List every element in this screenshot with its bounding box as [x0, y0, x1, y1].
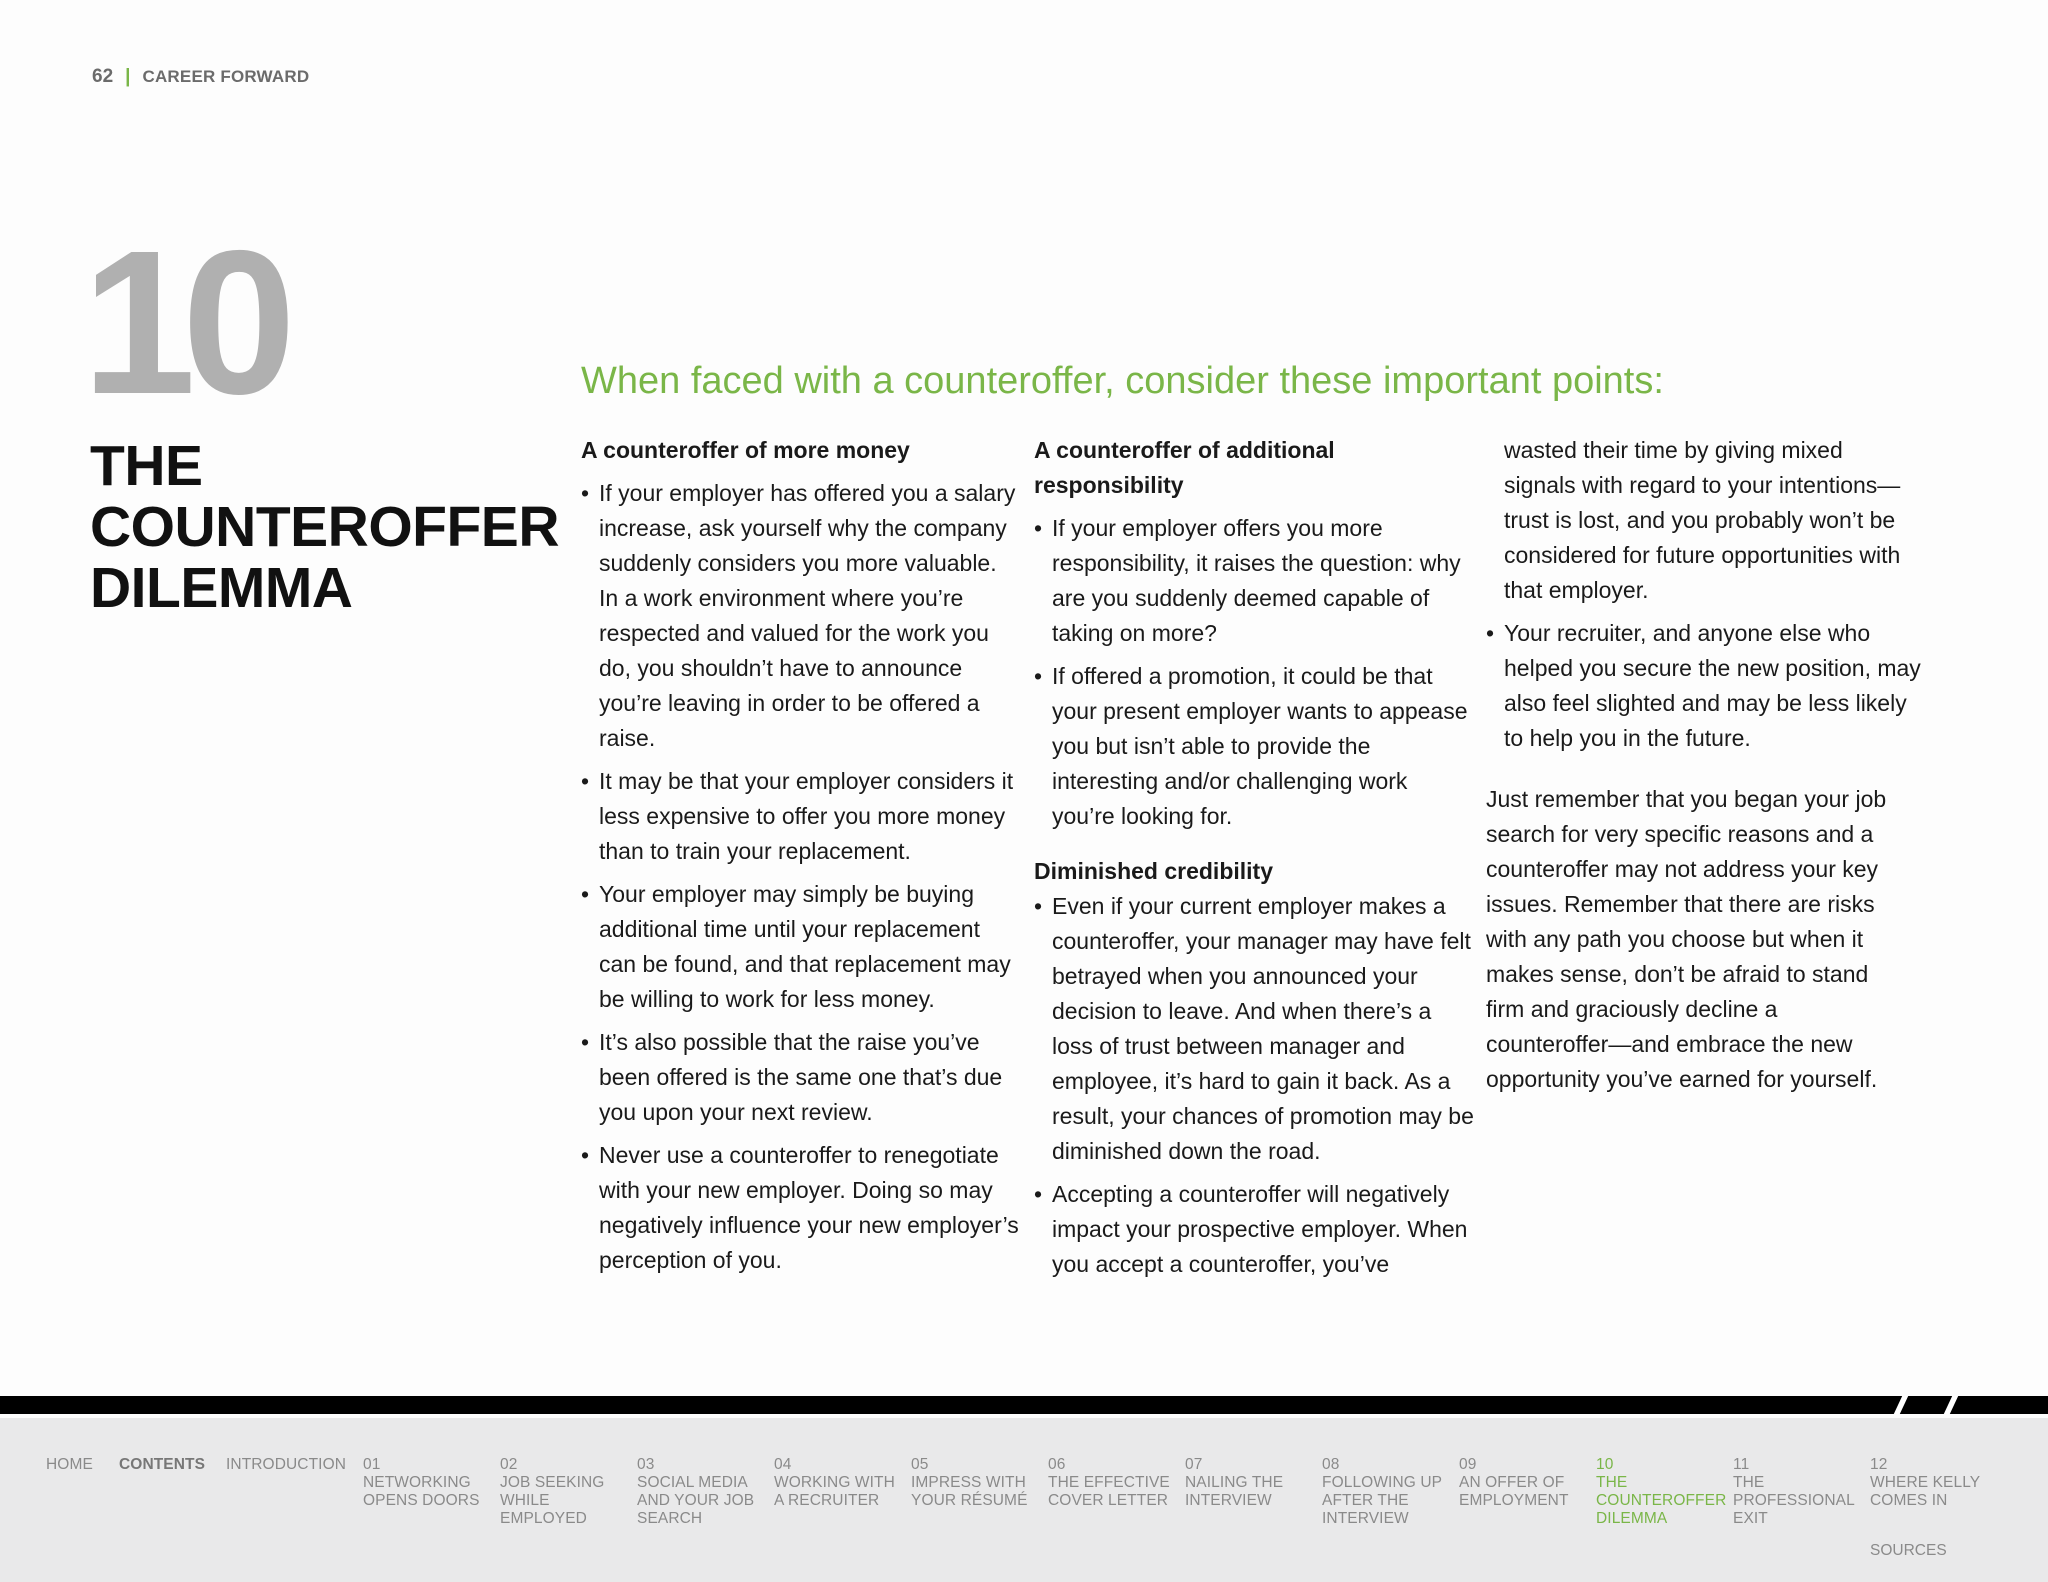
list-item: • It may be that your employer considers it less expensive to offer you more money than to train your replacement.	[581, 764, 1021, 869]
nav-chapter-number: 08	[1322, 1456, 1340, 1473]
list-item: • If your employer has offered you a salary increase, ask yourself why the company suddenly considers you more valuable. In a work environment where you’re respected and valued for the work you do, you shouldn’t have to announce you’re leaving in order to be offered a raise.	[581, 476, 1021, 756]
nav-home[interactable]: HOME	[46, 1456, 93, 1473]
nav-chapter-12[interactable]	[1870, 1456, 1980, 1510]
header-separator: |	[125, 66, 131, 87]
nav-chapter-07[interactable]	[1185, 1456, 1295, 1510]
intro-heading: When faced with a counteroffer, consider these important points:	[581, 360, 1664, 402]
section-heading-credibility: Diminished credibility	[1034, 858, 1273, 884]
page-header	[92, 66, 309, 88]
nav-chapter-number: 11	[1733, 1456, 1750, 1473]
chapter-title-line: THE	[90, 434, 203, 498]
nav-chapter-label: THE EFFECTIVE COVER LETTER	[1048, 1474, 1170, 1509]
nav-chapter-02[interactable]	[500, 1456, 632, 1528]
bullet-list	[581, 476, 1021, 1278]
nav-chapter-label: NAILING THE INTERVIEW	[1185, 1474, 1284, 1509]
nav-chapter-label: NETWORKING OPENS DOORS	[363, 1474, 480, 1509]
footer-divider	[0, 1396, 2048, 1414]
nav-chapter-number: 04	[774, 1456, 792, 1473]
chapter-title-line: COUNTEROFFER	[90, 495, 559, 559]
book-title: CAREER FORWARD	[142, 67, 310, 86]
nav-chapter-number: 03	[637, 1456, 655, 1473]
nav-chapter-number: 09	[1459, 1456, 1477, 1473]
nav-chapter-number: 12	[1870, 1456, 1888, 1473]
nav-chapter-05[interactable]	[911, 1456, 1029, 1510]
bullet-list	[1034, 511, 1474, 834]
chapter-title-line: DILEMMA	[90, 556, 353, 620]
nav-chapter-06[interactable]	[1048, 1456, 1176, 1510]
nav-chapter-number: 05	[911, 1456, 929, 1473]
list-item: • Your recruiter, and anyone else who helped you secure the new position, may also feel slighted and may be less likely to help you in the future.	[1486, 616, 1926, 756]
page-number: 62	[92, 66, 114, 87]
nav-chapter-number: 01	[363, 1456, 381, 1473]
closing-paragraph: Just remember that you began your job search for very specific reasons and a counteroffer may not address your key issues. Remember that there are risks with any path you choose but when it makes sense, don’t be afraid to stand firm and graciously decline a counteroffer—and embrace the new opportunity you’ve earned for yourself.	[1486, 786, 1887, 1092]
nav-chapter-label: IMPRESS WITH YOUR RÉSUMÉ	[911, 1474, 1028, 1509]
list-item: • If your employer offers you more responsibility, it raises the question: why are you suddenly deemed capable of taking on more?	[1034, 511, 1474, 651]
section-heading-responsibility: A counteroffer of additional responsibility	[1034, 437, 1335, 498]
nav-chapter-label: AN OFFER OF EMPLOYMENT	[1459, 1474, 1569, 1509]
list-item: • Accepting a counteroffer will negatively impact your prospective employer. When you accept a counteroffer, you’ve	[1034, 1177, 1474, 1282]
list-item: • If offered a promotion, it could be that your present employer wants to appease you but isn’t able to provide the interesting and/or challenging work you’re looking for.	[1034, 659, 1474, 834]
nav-chapter-label: JOB SEEKING WHILE EMPLOYED	[500, 1474, 605, 1527]
nav-chapter-label: SOCIAL MEDIA AND YOUR JOB SEARCH	[637, 1474, 755, 1527]
chapter-title	[90, 436, 559, 619]
nav-chapter-08[interactable]	[1322, 1456, 1450, 1528]
bullet-list	[1486, 433, 1926, 756]
nav-chapter-01[interactable]	[363, 1456, 491, 1510]
list-item: • Even if your current employer makes a counteroffer, your manager may have felt betrayed when you announced your decision to leave. And when there’s a loss of trust between manager and employee, it’s hard to gain it back. As a result, your chances of promotion may be diminished down the road.	[1034, 889, 1474, 1169]
nav-chapter-label: THE PROFESSIONAL EXIT	[1733, 1474, 1855, 1527]
nav-chapter-label: THE COUNTEROFFER DILEMMA	[1596, 1474, 1727, 1527]
list-item-continued: wasted their time by giving mixed signals with regard to your intentions—trust is lost, and you probably won’t be considered for future opportunities with that employer.	[1504, 437, 1901, 603]
column-3	[1486, 433, 1926, 1097]
chapter-number: 10	[82, 208, 283, 437]
nav-chapter-04[interactable]	[774, 1456, 902, 1510]
nav-chapter-03[interactable]	[637, 1456, 759, 1528]
nav-chapter-10[interactable]	[1596, 1456, 1728, 1528]
nav-chapter-label: WHERE KELLY COMES IN	[1870, 1474, 1980, 1509]
column-2	[1034, 433, 1474, 1282]
list-item: • It’s also possible that the raise you’ve been offered is the same one that’s due you upon your next review.	[581, 1025, 1021, 1130]
section-heading-more-money: A counteroffer of more money	[581, 437, 910, 463]
nav-chapter-label: WORKING WITH A RECRUITER	[774, 1474, 895, 1509]
list-item: • Never use a counteroffer to renegotiate with your new employer. Doing so may negatively influence your new employer’s perception of you.	[581, 1138, 1021, 1278]
nav-chapter-number: 10	[1596, 1456, 1614, 1473]
nav-chapter-number: 06	[1048, 1456, 1066, 1473]
nav-contents[interactable]: CONTENTS	[119, 1456, 206, 1473]
list-item: • Your employer may simply be buying additional time until your replacement can be found, and that replacement may be willing to work for less money.	[581, 877, 1021, 1017]
nav-chapter-09[interactable]	[1459, 1456, 1577, 1510]
column-1	[581, 433, 1021, 1278]
nav-chapter-number: 07	[1185, 1456, 1203, 1473]
nav-sources[interactable]: SOURCES	[1870, 1542, 1947, 1559]
chapter-navigation	[0, 1418, 2048, 1582]
bullet-list	[1034, 889, 1474, 1282]
nav-introduction[interactable]: INTRODUCTION	[226, 1456, 347, 1473]
nav-chapter-number: 02	[500, 1456, 518, 1473]
nav-chapter-11[interactable]	[1733, 1456, 1853, 1528]
nav-chapter-label: FOLLOWING UP AFTER THE INTERVIEW	[1322, 1474, 1442, 1527]
